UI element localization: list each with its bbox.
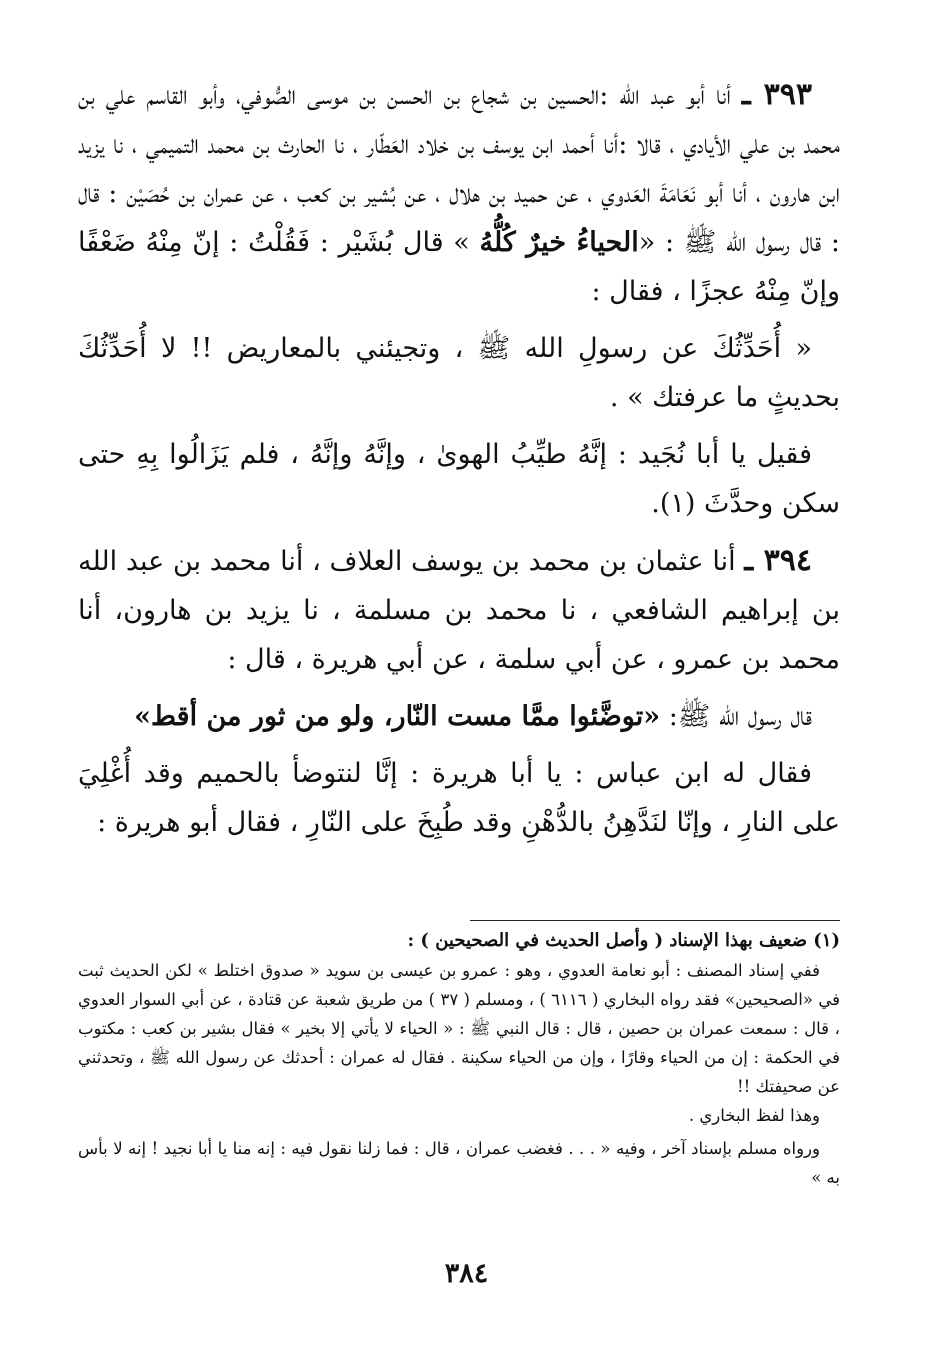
footnote-body: ففي إسناد المصنف : أبو نعامة العدوي ، وهو : عمرو بن عيسى بن سويد « صدوق اختلط » لكن الحديث ثبت في «الصحيحين» فقد رواه البخاري ( ٦١١٦ ) ، ومسلم ( ٣٧ ) من طريق شعبة عن قتادة ، عن أبي السوار العدوي ، قال : سمعت عمران بن حصين ، قال : قال النبي ﷺ : « الحياء لا يأتي إلا بخير » فقال بشير بن كعب : مكتوب في الحكمة : إن من الحياء وقارًا ، وإن من الحياء سكينة . فقال له عمران : أحدثك عن رسول الله ﷺ ، وتحدثني عن صحيفتك !!: [78, 961, 840, 1096]
hadith-394-matn-text: «توضَّئوا ممَّا مست النّار، ولو من ثور من أقط»: [134, 701, 661, 732]
hadith-393-isnad-text: أنا أبو عبد الله :الحسين بن شجاع بن الحسن بن موسى الصُّوفي، وأبو القاسم علي بن محمد بن علي الأيادي ، قالا :أنا أحمد ابن يوسف بن خلاد العَطّار ، نا الحارث بن محمد التميمي ، نا يزيد ابن هارون ، أنا أبو نَعَامَةَ العَدوي ، عن حميد بن هلال ، عن بُشير بن كعب ، عن عمران بن حُصَيْن : قال : قال رسول الله ﷺ : «: [78, 80, 840, 258]
hadith-394-number: ٣٩٤ ـ: [744, 543, 813, 578]
footnote-divider: [470, 920, 840, 921]
hadith-394-isnad: [78, 536, 840, 684]
footnote-title: (١) ضعيف بهذا الإسناد ( وأصل الحديث في الصحيحين ) :: [407, 930, 840, 951]
footnotes: [78, 926, 840, 1192]
hadith-393-continuation: » قال بُشَيْر : فَقُلْتُ : إنّ مِنْهُ ضَعْفًا وإنّ مِنْهُ عجزًا ، فقال :: [78, 227, 840, 307]
hadith-393-matn: الحياءُ خيرٌ كُلُّهُ: [479, 227, 639, 258]
hadith-393-ending: فقيل يا أبا نُجَيد : إنَّهُ طيِّبُ الهوىٰ ، وإنَّهُ وإنَّهُ ، فلم يَزَالُوا بِهِ حتى سكن وحدَّثَ (١).: [78, 439, 840, 519]
hadith-393-isnad: [78, 70, 840, 316]
page-number: ٣٨٤: [444, 1258, 489, 1289]
hadith-394-ending: فقال له ابن عباس : يا أبا هريرة : إنَّا لنتوضأ بالحميم وقد أُغْلِيَ على النارِ ، وإنّا لنَدَّهِنُ بالدُّهْنِ وقد طُبِخَ على النّارِ ، فقال أبو هريرة :: [78, 758, 840, 838]
hadith-394-matn: [78, 692, 840, 741]
footnote-muslim: ورواه مسلم بإسناد آخر ، وفيه « . . . فغضب عمران ، قال : فما زلنا نقول فيه : إنه منا يا أبا نجيد ! إنه لا بأس به »: [78, 1139, 840, 1187]
footnote-source: وهذا لفظ البخاري .: [688, 1106, 820, 1125]
hadith-394-matn-intro: قال رسول الله ﷺ:: [668, 701, 812, 732]
hadith-393-number: ٣٩٣ ـ: [741, 77, 812, 112]
hadith-393-reply: « أُحَدِّثُكَ عن رسولِ الله ﷺ ، وتجيئني بالمعاريض !! لا أُحَدِّثُكَ بحديثٍ ما عرفتك » .: [78, 333, 840, 413]
hadith-394-isnad-text: أنا عثمان بن محمد بن يوسف العلاف ، أنا محمد بن عبد الله بن إبراهيم الشافعي ، نا محمد بن مسلمة ، نا يزيد بن هارون، أنا محمد بن عمرو ، عن أبي سلمة ، عن أبي هريرة ، قال :: [78, 546, 840, 675]
main-text: [78, 70, 840, 847]
